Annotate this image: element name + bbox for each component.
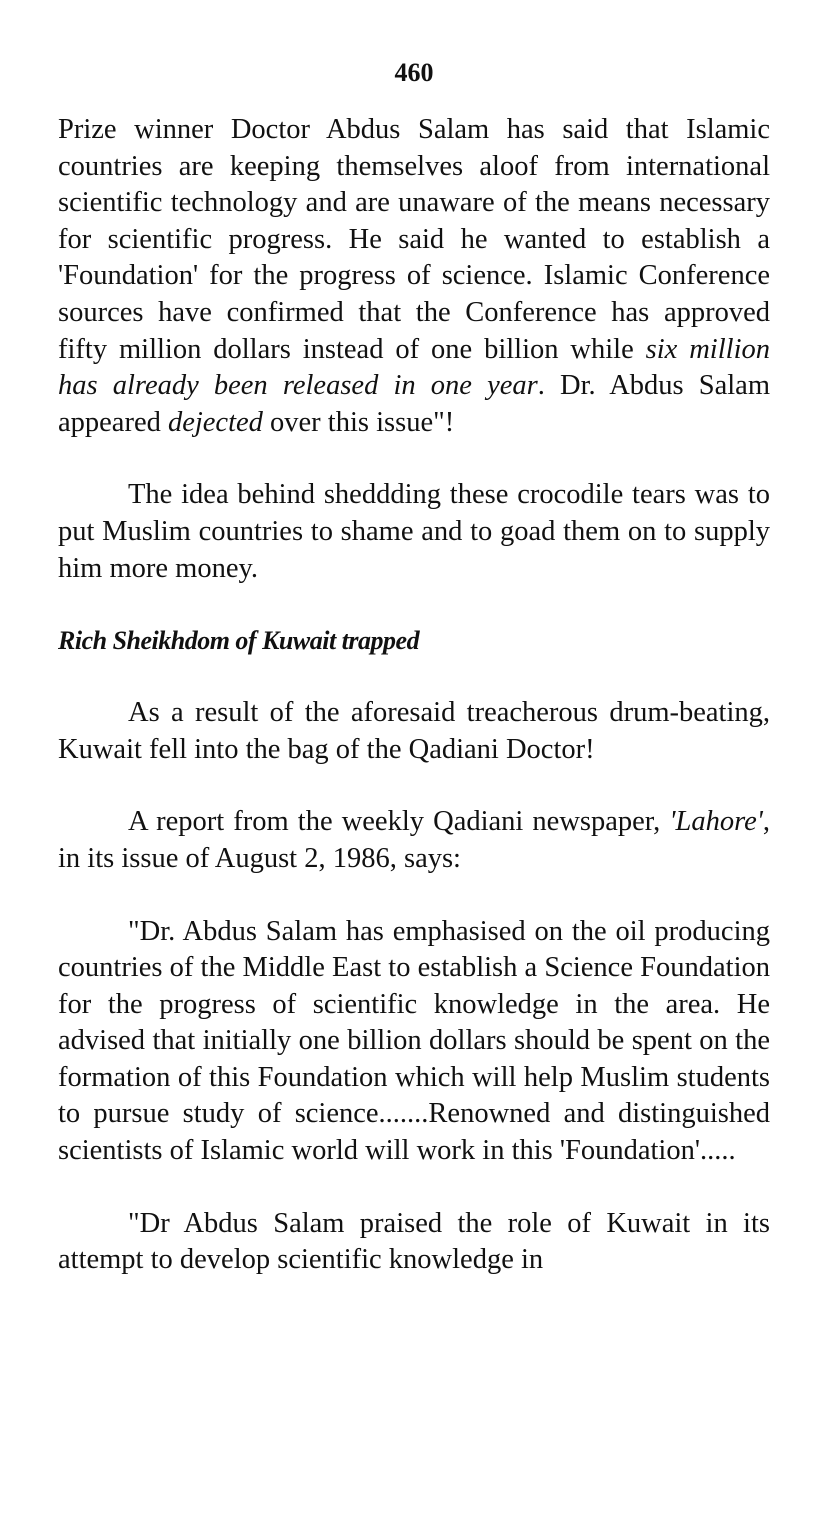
paragraph-text: A report from the weekly Qadiani newspaper,	[128, 806, 670, 838]
italic-emphasis: dejected	[167, 406, 263, 438]
book-page	[58, 58, 770, 1279]
italic-emphasis: six million has already been released in one year	[58, 333, 770, 402]
paragraph-text: over this issue"!	[262, 406, 455, 438]
paragraph-quote-kuwait: "Dr Abdus Salam praised the role of Kuwait in its attempt to develop scientific knowledge in	[58, 1207, 770, 1276]
newspaper-name: 'Lahore'	[669, 806, 763, 838]
section-heading: Rich Sheikhdom of Kuwait trapped	[58, 626, 420, 656]
paragraph-crocodile-tears: The idea behind sheddding these crocodile tears was to put Muslim countries to shame and to goad them on to supply him more money.	[58, 479, 770, 584]
paragraph-quote-continuation	[58, 112, 770, 441]
paragraph-text: . Dr. Abdus Salam appeared	[58, 370, 770, 438]
paragraph-text: , in its issue of August 2, 1986, says:	[58, 806, 770, 874]
paragraph-text: Prize winner Doctor Abdus Salam has said that Islamic countries are keeping themselves aloof from international scientific technology and are unaware of the means necessary for scientific progress. He said he wanted to establish a 'Foundation' for the progress of science. Islamic Conference sources have confirmed that the Conference has approved fifty million dollars instead of one billion while	[58, 114, 770, 365]
paragraph-kuwait-trapped: As a result of the aforesaid treacherous drum-beating, Kuwait fell into the bag of the Qadiani Doctor!	[58, 697, 770, 765]
paragraph-report-intro	[58, 804, 770, 877]
paragraph-quote-foundation: "Dr. Abdus Salam has emphasised on the oil producing countries of the Middle East to establish a Science Foundation for the progress of scientific knowledge in the area. He advised that initially one billion dollars should be spent on the formation of this Foundation which will help Muslim students to pursue study of science.......Renowned and distinguished scientists of Islamic world will work in this 'Foundation'.....	[58, 915, 770, 1167]
page-number: 460	[394, 58, 434, 87]
